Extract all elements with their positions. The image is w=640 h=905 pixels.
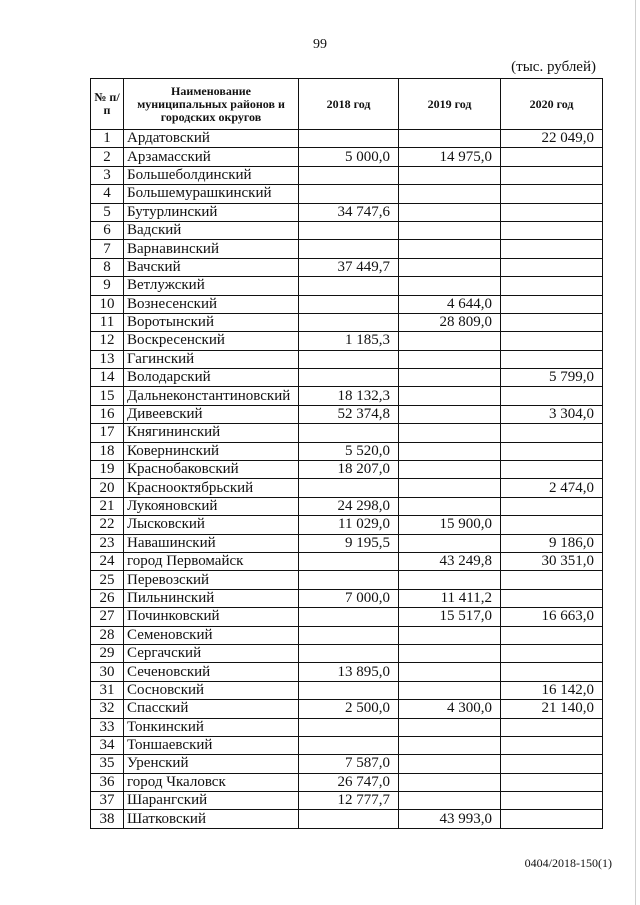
district-name: Семеновский [124,626,299,644]
row-number: 15 [91,387,124,405]
value-2019: 4 300,0 [399,700,501,718]
value-2018 [299,681,399,699]
row-number: 24 [91,552,124,570]
value-2020 [501,792,603,810]
district-name: Арзамасский [124,148,299,166]
table-row [91,258,603,276]
table-row [91,589,603,607]
row-number: 6 [91,221,124,239]
header-2020: 2020 год [501,79,603,130]
value-2019 [399,497,501,515]
value-2020 [501,350,603,368]
header-row [91,79,603,130]
row-number: 9 [91,277,124,295]
value-2019 [399,369,501,387]
row-number: 20 [91,479,124,497]
table-row [91,203,603,221]
table-row [91,130,603,148]
value-2020 [501,442,603,460]
district-name: Тонкинский [124,718,299,736]
value-2019: 43 993,0 [399,810,501,828]
value-2019: 15 900,0 [399,516,501,534]
value-2019 [399,221,501,239]
table-row [91,534,603,552]
district-name: Пильнинский [124,589,299,607]
row-number: 25 [91,571,124,589]
row-number: 3 [91,166,124,184]
value-2020 [501,773,603,791]
district-name: Володарский [124,369,299,387]
table-row [91,461,603,479]
row-number: 29 [91,644,124,662]
district-name: Тоншаевский [124,736,299,754]
district-name: Вачский [124,258,299,276]
district-name: Краснобаковский [124,461,299,479]
district-name: Сеченовский [124,663,299,681]
value-2019 [399,387,501,405]
row-number: 13 [91,350,124,368]
value-2020 [501,497,603,515]
district-name: Княгининский [124,424,299,442]
value-2020: 16 663,0 [501,608,603,626]
table-row [91,700,603,718]
value-2020 [501,461,603,479]
table-row [91,240,603,258]
value-2018: 26 747,0 [299,773,399,791]
table-row [91,810,603,828]
budget-table [90,78,603,829]
value-2018 [299,313,399,331]
value-2019 [399,534,501,552]
value-2018 [299,644,399,662]
value-2018: 7 000,0 [299,589,399,607]
value-2020 [501,626,603,644]
table-row [91,424,603,442]
value-2020 [501,424,603,442]
table-row [91,185,603,203]
value-2020 [501,332,603,350]
row-number: 17 [91,424,124,442]
value-2019 [399,755,501,773]
row-number: 18 [91,442,124,460]
value-2019 [399,258,501,276]
units-label: (тыс. рублей) [511,59,596,75]
district-name: Лысковский [124,516,299,534]
value-2019 [399,663,501,681]
header-number: № п/п [91,79,124,130]
value-2019 [399,792,501,810]
value-2019 [399,424,501,442]
value-2019: 15 517,0 [399,608,501,626]
value-2020 [501,755,603,773]
table-body [91,130,603,829]
district-name: Перевозский [124,571,299,589]
value-2018 [299,626,399,644]
district-name: Гагинский [124,350,299,368]
value-2020 [501,313,603,331]
value-2018: 13 895,0 [299,663,399,681]
value-2018 [299,240,399,258]
value-2018 [299,479,399,497]
district-name: Ковернинский [124,442,299,460]
value-2019 [399,773,501,791]
scan-margin-line [635,0,636,905]
value-2018 [299,571,399,589]
value-2020 [501,387,603,405]
value-2019 [399,571,501,589]
value-2020: 21 140,0 [501,700,603,718]
value-2018 [299,736,399,754]
row-number: 34 [91,736,124,754]
district-name: Дивеевский [124,405,299,423]
value-2020: 22 049,0 [501,130,603,148]
district-name: Бутурлинский [124,203,299,221]
table-row [91,773,603,791]
value-2019 [399,405,501,423]
value-2020: 5 799,0 [501,369,603,387]
value-2018 [299,221,399,239]
value-2020 [501,736,603,754]
district-name: Варнавинский [124,240,299,258]
value-2020: 2 474,0 [501,479,603,497]
value-2019 [399,718,501,736]
table-row [91,644,603,662]
row-number: 19 [91,461,124,479]
district-name: Большемурашкинский [124,185,299,203]
value-2018 [299,166,399,184]
value-2019: 43 249,8 [399,552,501,570]
table-row [91,442,603,460]
district-name: Шарангский [124,792,299,810]
value-2018 [299,810,399,828]
value-2020 [501,277,603,295]
value-2020 [501,240,603,258]
value-2019: 11 411,2 [399,589,501,607]
value-2019: 14 975,0 [399,148,501,166]
district-name: Большеболдинский [124,166,299,184]
value-2018 [299,185,399,203]
header-2018: 2018 год [299,79,399,130]
row-number: 31 [91,681,124,699]
value-2019 [399,644,501,662]
district-name: Навашинский [124,534,299,552]
table-row [91,736,603,754]
value-2019 [399,130,501,148]
value-2020 [501,810,603,828]
value-2020 [501,516,603,534]
value-2019 [399,332,501,350]
row-number: 16 [91,405,124,423]
table-row [91,313,603,331]
row-number: 27 [91,608,124,626]
table-row [91,166,603,184]
value-2018 [299,350,399,368]
value-2020 [501,185,603,203]
table-row [91,681,603,699]
row-number: 38 [91,810,124,828]
value-2019 [399,479,501,497]
value-2018 [299,295,399,313]
district-name: Шатковский [124,810,299,828]
value-2020 [501,644,603,662]
row-number: 21 [91,497,124,515]
row-number: 4 [91,185,124,203]
table-row [91,792,603,810]
district-name: Воротынский [124,313,299,331]
value-2020: 3 304,0 [501,405,603,423]
district-name: Лукояновский [124,497,299,515]
value-2019 [399,240,501,258]
table-row [91,295,603,313]
table-row [91,369,603,387]
table-row [91,277,603,295]
district-name: Дальнеконстантиновский [124,387,299,405]
row-number: 23 [91,534,124,552]
value-2018: 11 029,0 [299,516,399,534]
value-2018: 2 500,0 [299,700,399,718]
value-2019 [399,442,501,460]
table-row [91,626,603,644]
value-2018: 34 747,6 [299,203,399,221]
value-2018: 12 777,7 [299,792,399,810]
value-2018: 18 207,0 [299,461,399,479]
district-name: Сергачский [124,644,299,662]
row-number: 12 [91,332,124,350]
value-2018: 24 298,0 [299,497,399,515]
table-row [91,608,603,626]
value-2018: 52 374,8 [299,405,399,423]
table-row [91,571,603,589]
row-number: 11 [91,313,124,331]
row-number: 10 [91,295,124,313]
row-number: 36 [91,773,124,791]
district-name: Ветлужский [124,277,299,295]
value-2018 [299,369,399,387]
table-row [91,497,603,515]
district-name: Спасский [124,700,299,718]
row-number: 32 [91,700,124,718]
table-row [91,479,603,497]
table-row [91,718,603,736]
document-code: 0404/2018-150(1) [524,856,612,870]
row-number: 1 [91,130,124,148]
row-number: 14 [91,369,124,387]
row-number: 22 [91,516,124,534]
value-2018 [299,552,399,570]
value-2020 [501,166,603,184]
row-number: 7 [91,240,124,258]
row-number: 35 [91,755,124,773]
value-2019 [399,626,501,644]
row-number: 30 [91,663,124,681]
row-number: 37 [91,792,124,810]
district-name: Ардатовский [124,130,299,148]
value-2018 [299,718,399,736]
district-name: Сосновский [124,681,299,699]
value-2019 [399,185,501,203]
value-2020 [501,148,603,166]
value-2020 [501,203,603,221]
table-row [91,332,603,350]
value-2018 [299,424,399,442]
row-number: 2 [91,148,124,166]
table-row [91,405,603,423]
value-2020 [501,589,603,607]
table-row [91,387,603,405]
value-2020 [501,258,603,276]
table-row [91,350,603,368]
value-2018: 18 132,3 [299,387,399,405]
table-row [91,755,603,773]
row-number: 28 [91,626,124,644]
value-2018: 9 195,5 [299,534,399,552]
value-2020: 16 142,0 [501,681,603,699]
table-row [91,516,603,534]
value-2018: 5 000,0 [299,148,399,166]
value-2020: 9 186,0 [501,534,603,552]
row-number: 26 [91,589,124,607]
table-row [91,663,603,681]
value-2018 [299,608,399,626]
value-2018: 1 185,3 [299,332,399,350]
value-2018 [299,277,399,295]
district-name: город Первомайск [124,552,299,570]
value-2019 [399,461,501,479]
value-2020 [501,663,603,681]
value-2020: 30 351,0 [501,552,603,570]
district-name: Краснооктябрьский [124,479,299,497]
row-number: 8 [91,258,124,276]
table-row [91,552,603,570]
value-2020 [501,571,603,589]
table-row [91,221,603,239]
value-2018 [299,130,399,148]
row-number: 33 [91,718,124,736]
table-row [91,148,603,166]
value-2018: 5 520,0 [299,442,399,460]
value-2019: 28 809,0 [399,313,501,331]
value-2019 [399,350,501,368]
district-name: Вадский [124,221,299,239]
district-name: Починковский [124,608,299,626]
value-2018: 37 449,7 [299,258,399,276]
district-name: Воскресенский [124,332,299,350]
value-2020 [501,221,603,239]
header-name: Наименование муниципальных районов и городских округов [124,79,299,130]
value-2019 [399,277,501,295]
district-name: Уренский [124,755,299,773]
district-name: город Чкаловск [124,773,299,791]
value-2019 [399,203,501,221]
value-2019 [399,681,501,699]
value-2019 [399,166,501,184]
table-header [91,79,603,130]
value-2018: 7 587,0 [299,755,399,773]
district-name: Вознесенский [124,295,299,313]
value-2020 [501,718,603,736]
header-2019: 2019 год [399,79,501,130]
value-2019 [399,736,501,754]
value-2020 [501,295,603,313]
value-2019: 4 644,0 [399,295,501,313]
page-number: 99 [313,37,327,52]
row-number: 5 [91,203,124,221]
